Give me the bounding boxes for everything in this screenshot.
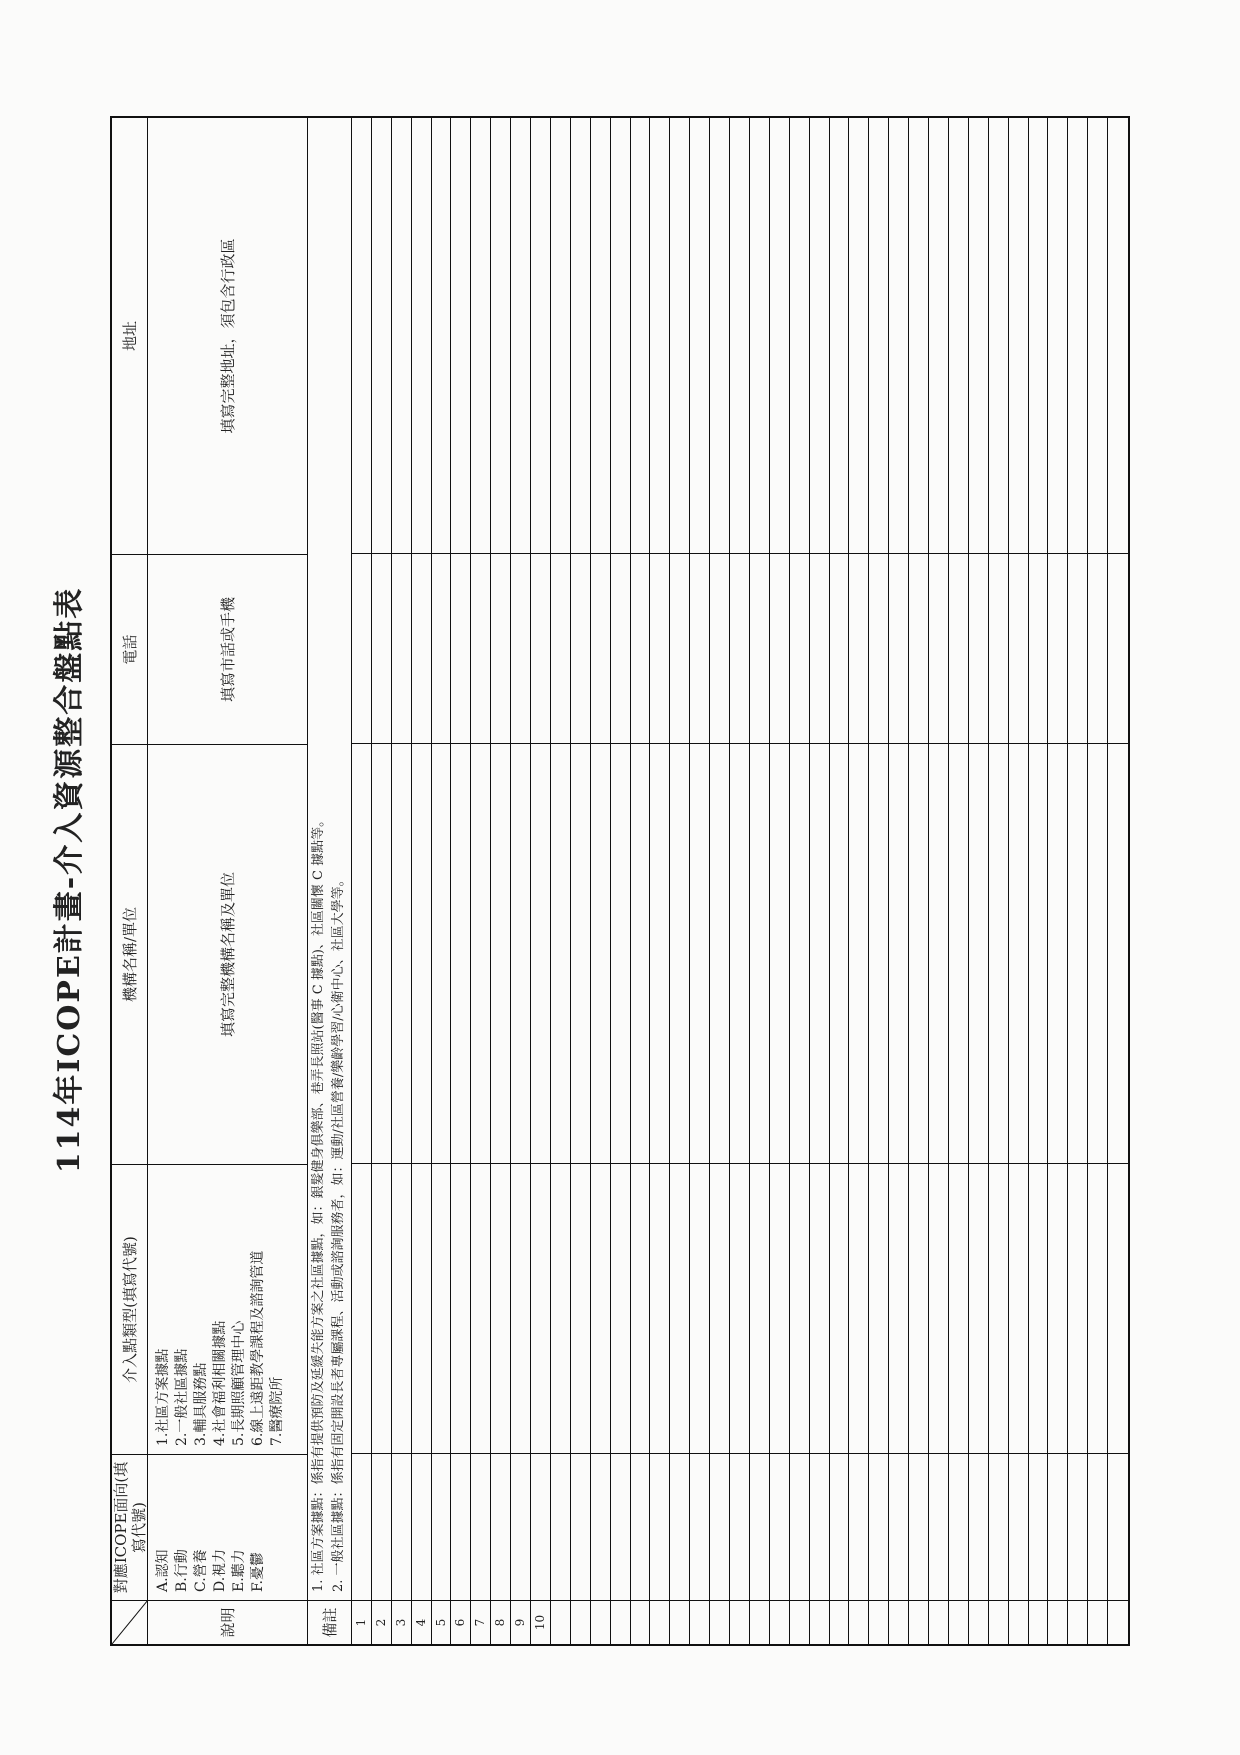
row-number — [869, 1600, 888, 1644]
table-row[interactable] — [929, 118, 949, 1644]
row-number: 3 — [392, 1600, 411, 1644]
row-number — [969, 1600, 988, 1644]
header-org-name: 機構名稱/單位 — [112, 744, 147, 1164]
row-number — [989, 1600, 1008, 1644]
row-number — [611, 1600, 630, 1644]
row-number — [670, 1600, 689, 1644]
point-type-item: 7.醫療院所 — [269, 1376, 285, 1446]
row-number — [1108, 1600, 1128, 1644]
row-number — [830, 1600, 849, 1644]
remark-label-cell: 備註 — [308, 1600, 351, 1644]
row-number — [591, 1600, 610, 1644]
inventory-table — [110, 116, 1130, 1646]
table-row[interactable] — [869, 118, 889, 1644]
form-title: 114年ICOPE計畫-介入資源整合盤點表 — [52, 586, 87, 1174]
table-row[interactable] — [949, 118, 969, 1644]
remark-line-1: 1. 社區方案據點：係指有提供預防及延緩失能方案之社區據點，如：銀髮健身俱樂部、巷弄長照站(醫事 C 據點)、社區關懷 C 據點等。 — [311, 813, 326, 1592]
corner-cell — [112, 1600, 147, 1644]
row-number — [1048, 1600, 1067, 1644]
table-row[interactable] — [1048, 118, 1068, 1644]
point-type-list-cell — [148, 1164, 307, 1454]
phone-hint-cell: 填寫市話或手機 — [148, 554, 307, 744]
row-number — [730, 1600, 749, 1644]
data-rows — [352, 118, 1128, 1644]
remark-row — [308, 118, 352, 1644]
table-row[interactable] — [830, 118, 850, 1644]
point-type-item: 6.線上遠距教學課程及諮詢管道 — [250, 1250, 266, 1446]
row-number — [1088, 1600, 1107, 1644]
row-number — [631, 1600, 650, 1644]
row-number: 5 — [432, 1600, 451, 1644]
row-number: 1 — [352, 1600, 371, 1644]
table-row[interactable] — [1009, 118, 1029, 1644]
table-row[interactable] — [770, 118, 790, 1644]
table-row[interactable] — [631, 118, 651, 1644]
row-number — [889, 1600, 908, 1644]
table-row[interactable] — [511, 118, 531, 1644]
table-row[interactable] — [551, 118, 571, 1644]
table-row[interactable] — [471, 118, 491, 1644]
row-number — [1068, 1600, 1087, 1644]
icope-dim-list — [148, 1455, 274, 1600]
row-number — [949, 1600, 968, 1644]
table-row[interactable] — [491, 118, 511, 1644]
icope-dim-item: B.行動 — [174, 1549, 190, 1592]
header-icope-dim: 對應ICOPE面向(填寫代號) — [112, 1454, 147, 1600]
row-number: 2 — [372, 1600, 391, 1644]
row-number — [690, 1600, 709, 1644]
header-row — [112, 118, 148, 1644]
row-number — [770, 1600, 789, 1644]
point-type-list — [148, 1165, 293, 1454]
row-number: 6 — [451, 1600, 470, 1644]
org-name-hint-cell: 填寫完整機構名稱及單位 — [148, 744, 307, 1164]
row-number: 8 — [491, 1600, 510, 1644]
table-row[interactable] — [690, 118, 710, 1644]
row-number — [810, 1600, 829, 1644]
icope-dim-item: D.視力 — [212, 1548, 228, 1592]
table-row[interactable] — [989, 118, 1009, 1644]
row-number — [571, 1600, 590, 1644]
table-row[interactable] — [670, 118, 690, 1644]
table-row[interactable] — [1088, 118, 1108, 1644]
row-number — [849, 1600, 868, 1644]
remark-line-2: 2. 一般社區據點：係指有固定開設長者專屬課程、活動或諮詢服務者，如：運動/社區營養/樂齡學習/心衛中心、社區大學等。 — [331, 873, 346, 1592]
row-number: 10 — [531, 1600, 550, 1644]
row-number — [929, 1600, 948, 1644]
header-address: 地址 — [120, 321, 139, 352]
table-row[interactable] — [1029, 118, 1049, 1644]
row-number — [909, 1600, 928, 1644]
row-number: 9 — [511, 1600, 530, 1644]
form-sheet — [30, 70, 1170, 1690]
table-row[interactable] — [710, 118, 730, 1644]
table-row[interactable] — [810, 118, 830, 1644]
table-row[interactable] — [730, 118, 750, 1644]
table-row[interactable] — [372, 118, 392, 1644]
table-row[interactable] — [790, 118, 810, 1644]
table-row[interactable] — [1108, 118, 1128, 1644]
table-row[interactable] — [750, 118, 770, 1644]
table-row[interactable] — [1068, 118, 1088, 1644]
table-row[interactable] — [432, 118, 452, 1644]
row-number — [551, 1600, 570, 1644]
row-number — [650, 1600, 669, 1644]
table-row[interactable] — [392, 118, 412, 1644]
point-type-item: 3.輔具服務點 — [193, 1362, 209, 1446]
table-row[interactable] — [412, 118, 432, 1644]
table-row[interactable] — [571, 118, 591, 1644]
point-type-item: 2.一般社區據點 — [174, 1348, 190, 1446]
icope-dim-item: F.憂鬱 — [250, 1552, 266, 1592]
table-row[interactable] — [909, 118, 929, 1644]
point-type-item: 4.社會福利相關據點 — [212, 1320, 228, 1446]
explanation-row — [148, 118, 308, 1644]
table-row[interactable] — [352, 118, 372, 1644]
row-number: 7 — [471, 1600, 490, 1644]
explain-label-cell: 說明 — [148, 1600, 307, 1644]
table-row[interactable] — [611, 118, 631, 1644]
table-row[interactable] — [969, 118, 989, 1644]
header-phone: 電話 — [112, 554, 147, 744]
row-number — [790, 1600, 809, 1644]
row-number: 4 — [412, 1600, 431, 1644]
row-number — [750, 1600, 769, 1644]
icope-dim-item: A.認知 — [155, 1549, 171, 1592]
remark-text-cell — [308, 118, 351, 1600]
table-row[interactable] — [889, 118, 909, 1644]
table-row[interactable] — [451, 118, 471, 1644]
row-number — [710, 1600, 729, 1644]
row-number — [1009, 1600, 1028, 1644]
icope-dim-item: C.營養 — [193, 1549, 209, 1592]
table-row[interactable] — [650, 118, 670, 1644]
point-type-item: 1.社區方案據點 — [155, 1348, 171, 1446]
table-row[interactable] — [531, 118, 551, 1644]
table-row[interactable] — [591, 118, 611, 1644]
point-type-item: 5.長期照顧管理中心 — [231, 1320, 247, 1446]
address-hint-cell: 填寫完整地址，須包含行政區 — [219, 238, 237, 434]
icope-dim-item: E.聽力 — [231, 1549, 247, 1592]
diagonal-line-icon — [112, 1600, 148, 1644]
row-number — [1029, 1600, 1048, 1644]
table-row[interactable] — [849, 118, 869, 1644]
header-point-type: 介入點類型(填寫代號) — [112, 1164, 147, 1454]
icope-dim-list-cell — [148, 1454, 307, 1600]
